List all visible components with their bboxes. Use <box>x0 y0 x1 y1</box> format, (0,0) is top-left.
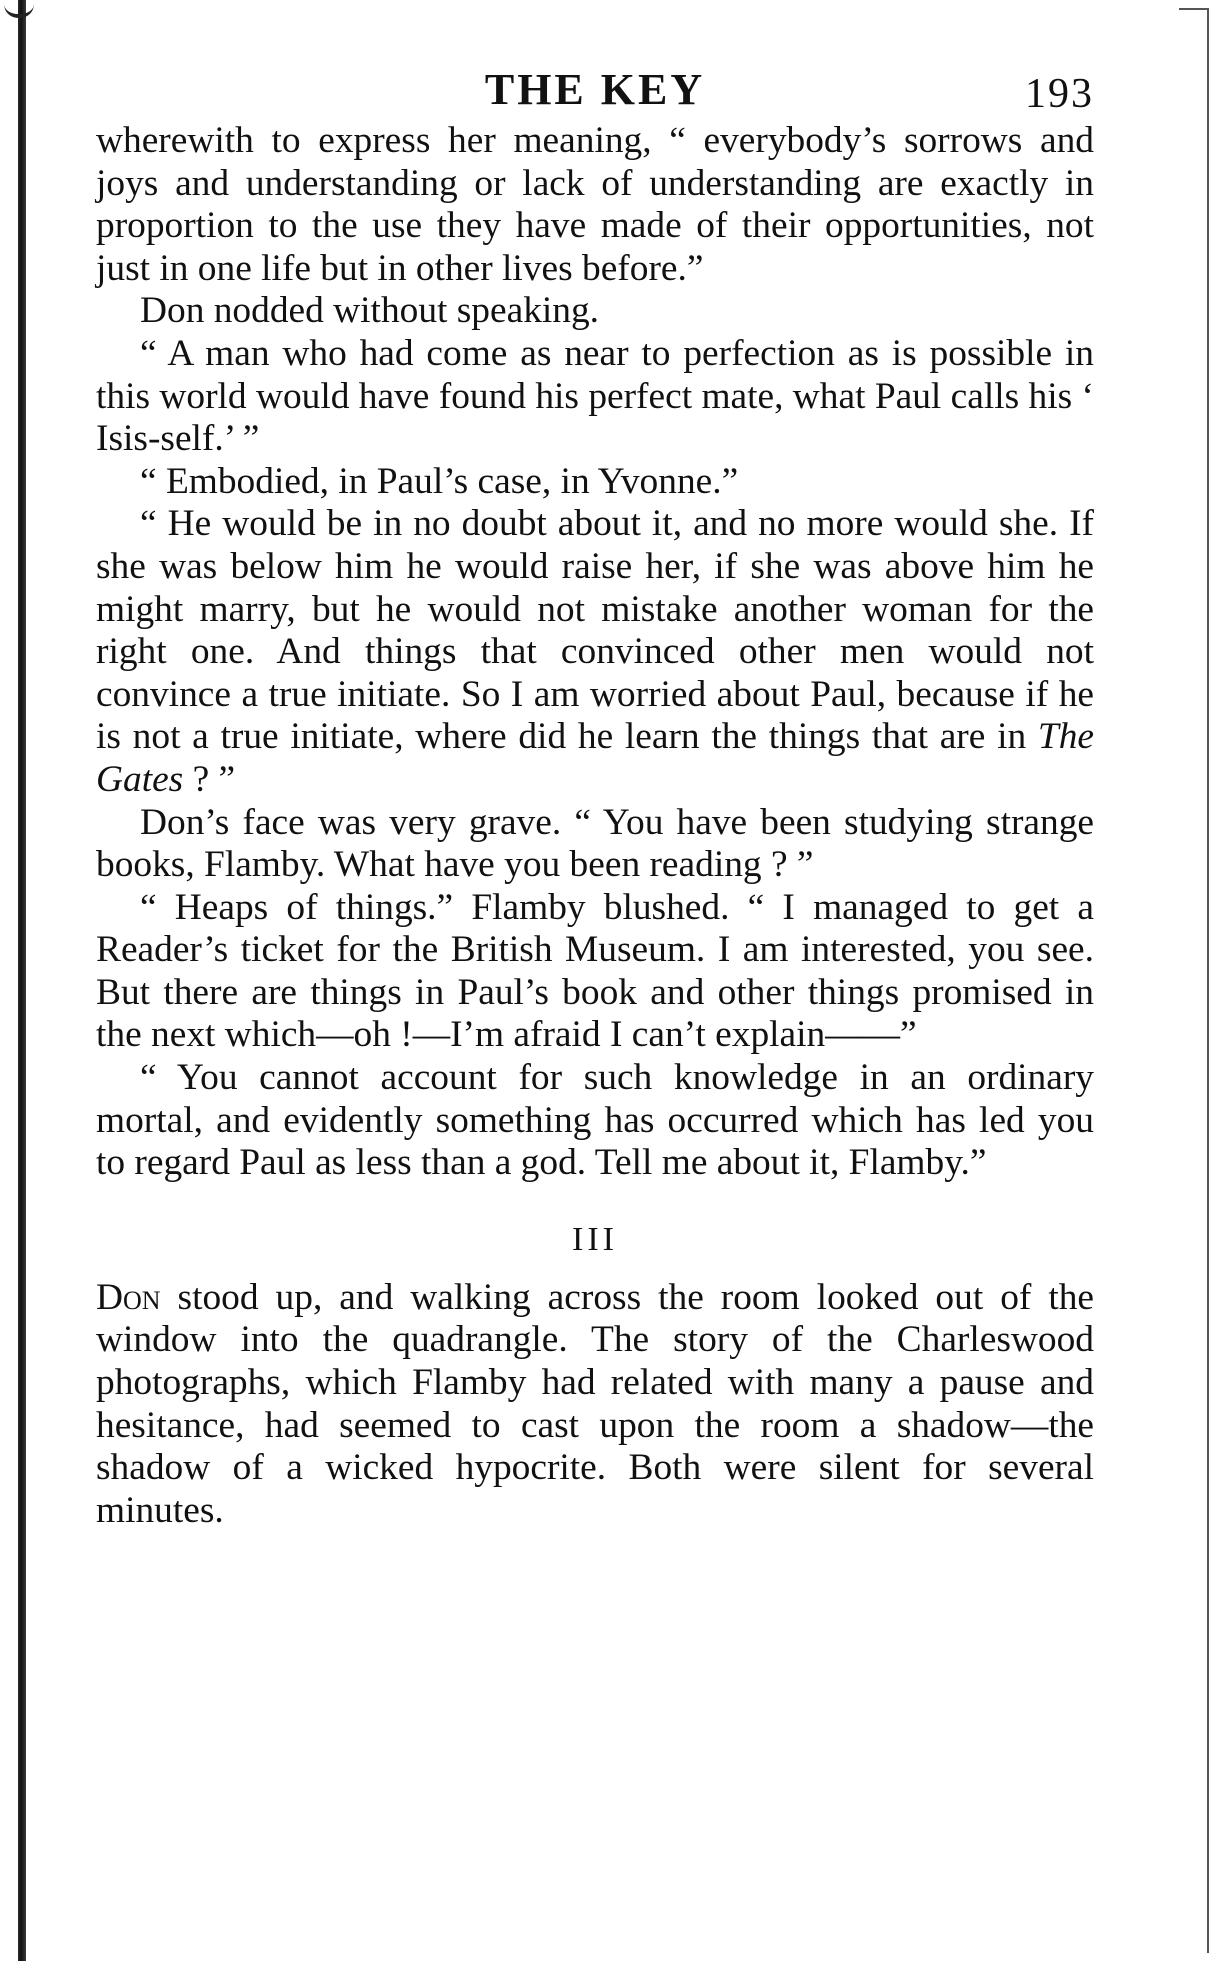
paragraph <box>96 503 1094 801</box>
running-title: THE KEY <box>484 65 706 114</box>
page-edge-rule <box>1207 8 1209 1953</box>
paragraph-text: “ You cannot account for such knowledge in an ordinary mortal, and evidently something has occurred which has led you to regard Paul as less than a god. Tell me about it, Flamby.” <box>96 1057 1094 1184</box>
paragraph <box>96 1057 1094 1185</box>
paragraph <box>96 461 1094 504</box>
book-page <box>96 64 1094 1532</box>
paragraph <box>96 120 1094 290</box>
book-binding-edge <box>18 0 26 1961</box>
paragraph-text: “ A man who had come as near to perfection as is possible in this world would have found his perfect mate, what Paul calls his ‘ Isis-self.’ ” <box>96 332 1094 460</box>
lead-word: Don <box>96 1276 161 1318</box>
book-title: The Gates <box>96 716 1094 800</box>
page-header <box>96 64 1094 120</box>
body-text <box>96 120 1094 1532</box>
paragraph <box>96 333 1094 461</box>
paragraph-text: wherewith to express her meaning, “ everybody’s sorrows and joys and understanding or lack of understanding are exactly in proportion to the use they have made of their opportunities, not just in one life but in other lives before.” <box>96 120 1094 289</box>
paragraph-text: “ Heaps of things.” Flamby blushed. “ I managed to get a Reader’s ticket for the British Museum. I am interested, you see. But there are things in Paul’s book and other things promised in the next which—oh !—I’m afraid I can’t explain——” <box>96 886 1094 1056</box>
page-number: 193 <box>1025 71 1094 117</box>
paragraph-text: “ Embodied, in Paul’s case, in Yvonne.” <box>140 460 739 502</box>
page-edge-rule-top <box>1179 8 1209 10</box>
paragraph-text: Don nodded without speaking. <box>140 290 600 332</box>
paragraph-text: “ He would be in no doubt about it, and no more would she. If she was below him he would raise her, if she was above him he might marry, but he would not mistake another woman for the right one. And things that convinced other men would not convince a true initiate. So I am worried about Paul, because if he is not a true initiate, where did he learn the things that are in <box>96 503 1094 758</box>
paragraph-text: stood up, and walking across the room looked out of the window into the quadrangle. The story of the Charleswood photographs, which Flamby had related with many a pause and hesitance, had seemed to cast upon the room a shadow—the shadow of a wicked hypocrite. Both were silent for several minutes. <box>96 1276 1094 1531</box>
paragraph <box>96 290 1094 333</box>
section-heading: III <box>572 1220 618 1258</box>
paragraph-text: Don’s face was very grave. “ You have been studying strange books, Flamby. What have you been reading ? ” <box>96 801 1094 886</box>
paragraph-text: ? ” <box>183 758 236 800</box>
binding-hook <box>4 0 34 18</box>
paragraph <box>96 1277 1094 1533</box>
paragraph <box>96 887 1094 1057</box>
paragraph <box>96 802 1094 887</box>
